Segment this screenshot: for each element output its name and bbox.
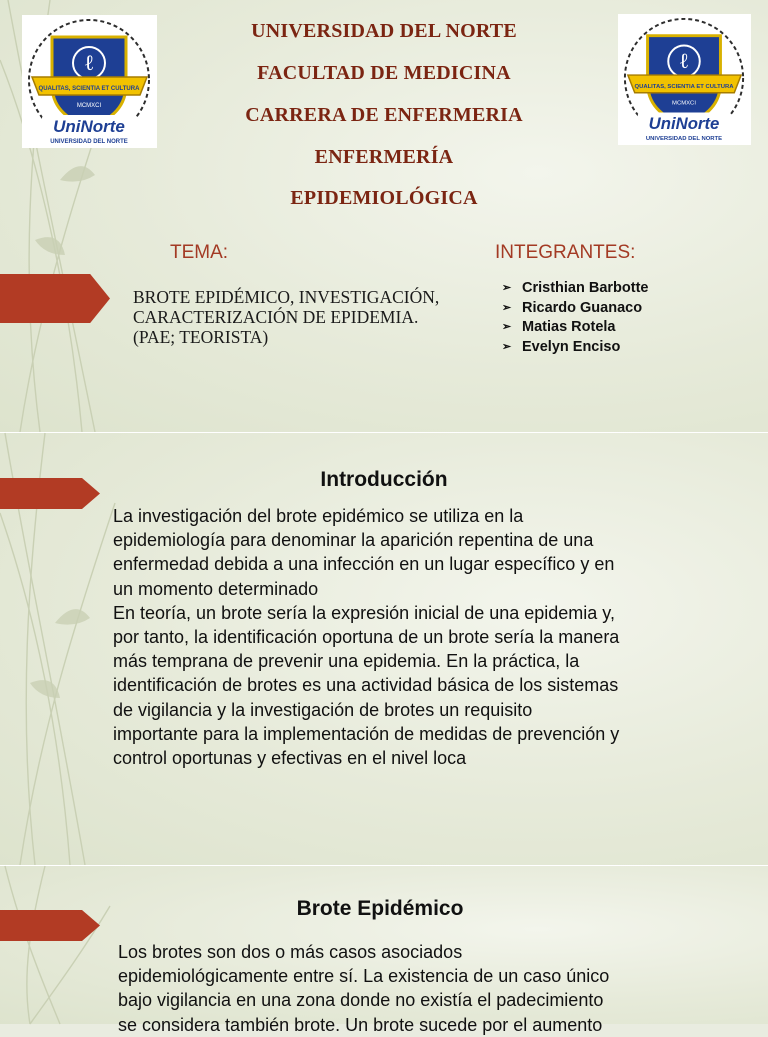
tema-text [133,287,483,347]
section-heading: Brote Epidémico [296,897,464,920]
title-slide [0,0,768,432]
title-line-subject-1: ENFERMERÍA [314,146,454,168]
text-line: enfermedad debida a una infección en un lugar específico y en [113,554,615,575]
arrowhead-bullet-icon: ➢ [502,321,512,333]
tema-line: (PAE; TEORISTA) [133,327,269,347]
text-line: un momento determinado [113,578,319,599]
text-line: La investigación del brote epidémico se utiliza en la [113,506,524,526]
section-heading: Introducción [320,468,448,491]
text-line: bajo vigilancia en una zona donde no existía el padecimiento [118,990,604,1011]
svg-text:ℓ: ℓ [83,50,95,75]
text-line: control oportunas y efectivas en el nivel loca [113,748,467,769]
tema-label: TEMA: [170,242,229,263]
university-logo-right [618,14,751,145]
text-line: de vigilancia y la investigación de brotes un requisito [113,699,533,720]
brote-paragraph [118,940,718,1037]
text-line: Los brotes son dos o más casos asociados [118,942,463,962]
intro-paragraph [113,504,713,770]
integrantes-list [502,279,649,357]
arrowhead-bullet-icon: ➢ [502,301,512,314]
arrowhead-bullet-icon: ➢ [502,282,512,294]
title-line-university: UNIVERSIDAD DEL NORTE [251,20,517,42]
integrantes-label: INTEGRANTES: [495,242,636,263]
svg-text:QUALITAS, SCIENTIA ET CULTURA: QUALITAS, SCIENTIA ET CULTURA [634,83,734,90]
svg-text:MCMXCI: MCMXCI [76,103,102,109]
svg-text:ℓ: ℓ [678,49,690,74]
text-line: epidemiología para denominar la aparición repentina de una [113,530,594,551]
member-name: Ricardo Guanaco [522,299,643,316]
accent-tab [0,274,110,323]
svg-text:UniNorte: UniNorte [53,117,125,136]
text-line: epidemiológicamente entre sí. La existencia de un caso único [118,966,610,987]
member-name: Matias Rotela [522,319,616,335]
svg-text:UNIVERSIDAD DEL NORTE: UNIVERSIDAD DEL NORTE [645,136,723,143]
text-line: por tanto, la identificación oportuna de un brote sería la manera [113,627,620,648]
title-line-subject-2: EPIDEMIOLÓGICA [290,187,478,209]
list-item [502,338,649,358]
title-line-faculty: FACULTAD DE MEDICINA [257,62,511,84]
brote-slide [0,866,768,1035]
list-item [502,318,649,338]
svg-text:QUALITAS, SCIENTIA ET CULTURA: QUALITAS, SCIENTIA ET CULTURA [38,86,140,92]
text-line: importante para la implementación de medidas de prevención y [113,723,620,744]
text-line: identificación de brotes es una actividad básica de los sistemas [113,675,619,696]
member-name: Cristhian Barbotte [522,280,649,296]
decorative-curves [0,866,130,1024]
university-logo-left [22,15,157,148]
intro-slide [0,433,768,865]
text-line: En teoría, un brote sería la expresión inicial de una epidemia y, [113,602,615,623]
member-name: Evelyn Enciso [522,338,621,355]
text-line: se considera también brote. Un brote sucede por el aumento [118,1014,603,1035]
svg-text:MCMXCI: MCMXCI [672,100,696,107]
tema-line: BROTE EPIDÉMICO, INVESTIGACIÓN, [133,287,440,307]
tema-line: CARACTERIZACIÓN DE EPIDEMIA. [133,307,419,327]
title-line-career: CARRERA DE ENFERMERIA [245,104,523,126]
text-line: más temprana de prevenir una epidemia. En la práctica, la [113,651,580,672]
svg-text:UniNorte: UniNorte [648,114,720,134]
list-item [502,299,649,319]
arrowhead-bullet-icon: ➢ [502,340,512,353]
svg-text:UNIVERSIDAD DEL NORTE: UNIVERSIDAD DEL NORTE [50,139,128,145]
list-item [502,279,649,299]
